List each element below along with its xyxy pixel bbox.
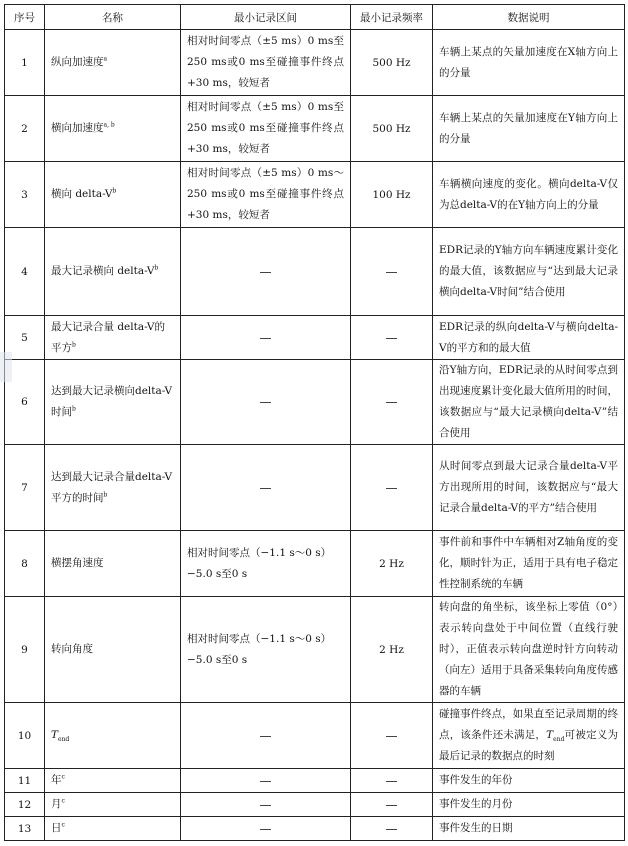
row-interval: — bbox=[181, 793, 351, 817]
row-name: 日$^c$ bbox=[45, 817, 181, 841]
table-row bbox=[5, 228, 625, 316]
row-description: 碰撞事件终点，如果直至记录周期的终点，该条件还未满足，$T_{end}$可被定义为最后记录的数据点的时刻 bbox=[433, 703, 625, 769]
row-interval: 相对时间零点（±5 ms）0 ms至250 ms或0 ms至碰撞事件终点+30 ms，较短者 bbox=[181, 96, 351, 162]
row-frequency: 100 Hz bbox=[351, 162, 433, 228]
table-row bbox=[5, 793, 625, 817]
row-interval: — bbox=[181, 769, 351, 793]
table-row bbox=[5, 30, 625, 96]
row-number: 13 bbox=[5, 817, 45, 841]
row-number: 10 bbox=[5, 703, 45, 769]
row-frequency: — bbox=[351, 769, 433, 793]
footnote-mark: b bbox=[72, 405, 76, 413]
row-name: 最大记录合量 delta-V的平方$^b$ bbox=[45, 316, 181, 360]
footnote-mark: c bbox=[61, 773, 65, 781]
footnote-mark: a, b bbox=[103, 121, 115, 129]
row-description: 从时间零点到最大记录合量delta-V平方出现所用的时间，该数据应与“最大记录合量delta-V的平方”结合使用 bbox=[433, 445, 625, 531]
table-row bbox=[5, 597, 625, 703]
footnote-mark: b bbox=[112, 187, 117, 195]
row-name: 达到最大记录合量delta-V平方的时间$^b$ bbox=[45, 445, 181, 531]
row-frequency: — bbox=[351, 316, 433, 360]
row-description: 事件前和事件中车辆相对Z轴角度的变化，顺时针为正，适用于具有电子稳定性控制系统的车辆 bbox=[433, 531, 625, 597]
table-row bbox=[5, 445, 625, 531]
table-row bbox=[5, 769, 625, 793]
row-number: 12 bbox=[5, 793, 45, 817]
row-interval: 相对时间零点（−1.1 s～0 s）−5.0 s至0 s bbox=[181, 597, 351, 703]
row-name: 纵向加速度$^a$ bbox=[45, 30, 181, 96]
row-frequency: — bbox=[351, 360, 433, 445]
header-row bbox=[5, 5, 625, 30]
subscript: end bbox=[58, 736, 70, 744]
row-interval: — bbox=[181, 360, 351, 445]
row-description: 事件发生的日期 bbox=[433, 817, 625, 841]
row-number: 7 bbox=[5, 445, 45, 531]
row-interval: — bbox=[181, 703, 351, 769]
row-description: EDR记录的Y轴方向车辆速度累计变化的最大值，该数据应与“达到最大记录横向delta-V时间”结合使用 bbox=[433, 228, 625, 316]
row-description: EDR记录的纵向delta-V与横向delta-V的平方和的最大值 bbox=[433, 316, 625, 360]
table-row bbox=[5, 316, 625, 360]
row-frequency: — bbox=[351, 228, 433, 316]
row-number: 6 bbox=[5, 360, 45, 445]
footnote-mark: c bbox=[61, 821, 65, 829]
table-row bbox=[5, 162, 625, 228]
row-frequency: — bbox=[351, 703, 433, 769]
row-number: 1 bbox=[5, 30, 45, 96]
row-frequency: 2 Hz bbox=[351, 597, 433, 703]
row-number: 9 bbox=[5, 597, 45, 703]
row-interval: — bbox=[181, 817, 351, 841]
row-frequency: — bbox=[351, 793, 433, 817]
row-interval: 相对时间零点（±5 ms）0 ms～250 ms或0 ms至碰撞事件终点+30 ms，较短者 bbox=[181, 162, 351, 228]
row-number: 11 bbox=[5, 769, 45, 793]
table-row bbox=[5, 96, 625, 162]
row-name: $T_{end}$ bbox=[45, 703, 181, 769]
header-name: 名称 bbox=[45, 5, 181, 30]
row-frequency: — bbox=[351, 445, 433, 531]
row-number: 5 bbox=[5, 316, 45, 360]
scan-artifact bbox=[0, 352, 12, 382]
row-name: 横摆角速度 bbox=[45, 531, 181, 597]
table-row bbox=[5, 817, 625, 841]
row-frequency: 500 Hz bbox=[351, 96, 433, 162]
row-name: 横向加速度$^{a, b}$ bbox=[45, 96, 181, 162]
row-interval: — bbox=[181, 228, 351, 316]
row-number: 4 bbox=[5, 228, 45, 316]
row-name: 年$^c$ bbox=[45, 769, 181, 793]
row-number: 8 bbox=[5, 531, 45, 597]
row-description: 车辆上某点的矢量加速度在X轴方向上的分量 bbox=[433, 30, 625, 96]
row-description: 车辆横向速度的变化。横向delta-V仅为总delta-V的在Y轴方向上的分量 bbox=[433, 162, 625, 228]
table-row bbox=[5, 360, 625, 445]
row-interval: — bbox=[181, 316, 351, 360]
row-interval: 相对时间零点（−1.1 s～0 s）−5.0 s至0 s bbox=[181, 531, 351, 597]
row-name: 达到最大记录横向delta-V时间$^b$ bbox=[45, 360, 181, 445]
subscript: end bbox=[553, 736, 565, 744]
row-frequency: 2 Hz bbox=[351, 531, 433, 597]
row-description: 事件发生的年份 bbox=[433, 769, 625, 793]
row-number: 2 bbox=[5, 96, 45, 162]
row-description: 转向盘的角坐标，该坐标上零值（0°）表示转向盘处于中间位置（直线行驶时），正值表示转向盘逆时针方向转动（向左）适用于具备采集转向角度传感器的车辆 bbox=[433, 597, 625, 703]
row-frequency: — bbox=[351, 817, 433, 841]
header-description: 数据说明 bbox=[433, 5, 625, 30]
row-description: 车辆上某点的矢量加速度在Y轴方向上的分量 bbox=[433, 96, 625, 162]
row-interval: — bbox=[181, 445, 351, 531]
footnote-mark: c bbox=[61, 797, 65, 805]
row-name: 横向 delta-$V^b$ bbox=[45, 162, 181, 228]
header-frequency: 最小记录频率 bbox=[351, 5, 433, 30]
row-interval: 相对时间零点（±5 ms）0 ms至250 ms或0 ms至碰撞事件终点+30 ms，较短者 bbox=[181, 30, 351, 96]
footnote-mark: a bbox=[103, 55, 108, 63]
row-number: 3 bbox=[5, 162, 45, 228]
data-table bbox=[4, 4, 625, 841]
row-description: 事件发生的月份 bbox=[433, 793, 625, 817]
table-row bbox=[5, 703, 625, 769]
table-row bbox=[5, 531, 625, 597]
row-description: 沿Y轴方向，EDR记录的从时间零点到出现速度累计变化最大值所用的时间，该数据应与“最大记录横向delta-V”结合使用 bbox=[433, 360, 625, 445]
row-name: 最大记录横向 delta-$V^b$ bbox=[45, 228, 181, 316]
row-name: 月$^c$ bbox=[45, 793, 181, 817]
footnote-mark: b bbox=[103, 491, 108, 498]
header-no: 序号 bbox=[5, 5, 45, 30]
header-interval: 最小记录区间 bbox=[181, 5, 351, 30]
footnote-mark: b bbox=[154, 264, 159, 272]
row-name: 转向角度 bbox=[45, 597, 181, 703]
row-frequency: 500 Hz bbox=[351, 30, 433, 96]
footnote-mark: b bbox=[72, 341, 76, 348]
